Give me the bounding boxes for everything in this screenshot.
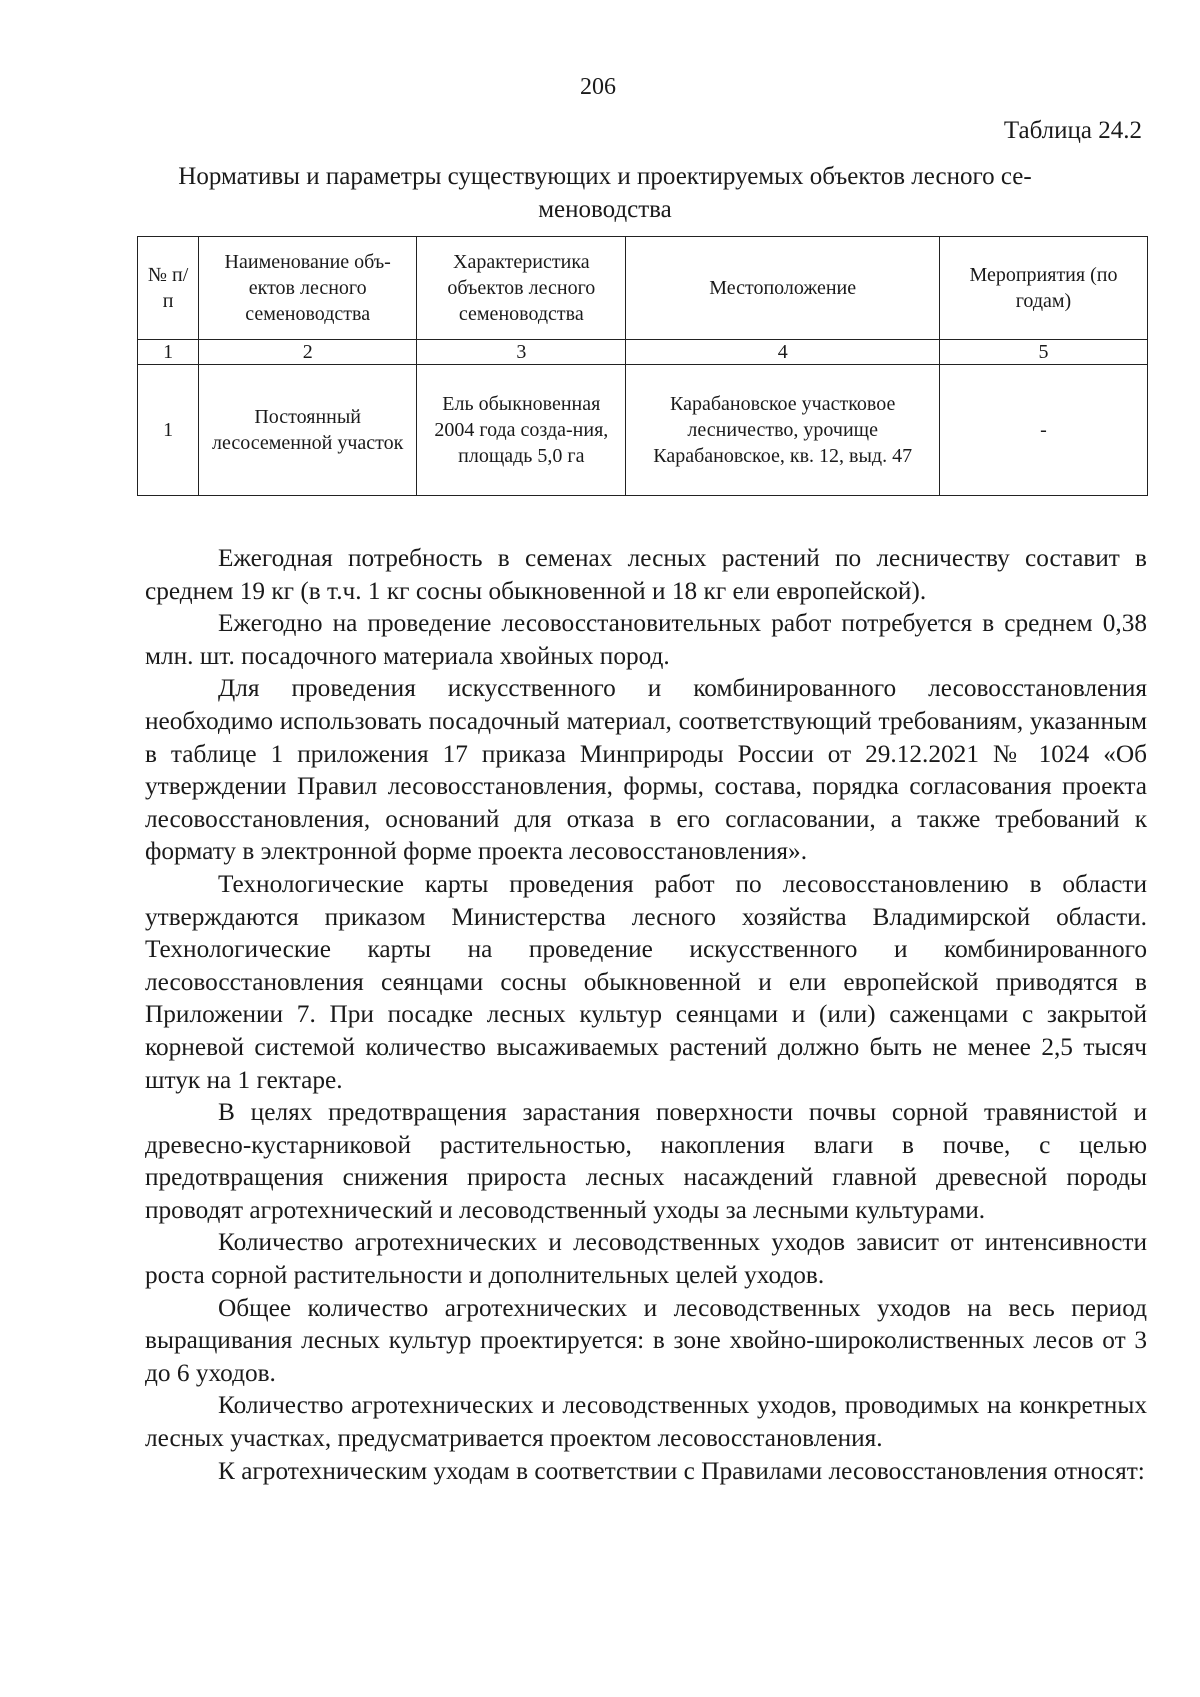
paragraph: Количество агротехнических и лесоводственных уходов зависит от интенсивности роста сорной растительности и дополнительных целей уходов. bbox=[145, 1228, 1147, 1290]
column-number: 5 bbox=[939, 340, 1147, 365]
paragraph: Ежегодная потребность в семенах лесных растений по лесничеству составит в среднем 19 кг (в т.ч. 1 кг сосны обыкновенной и 18 кг ели европейской). bbox=[145, 544, 1147, 605]
seed-objects-table bbox=[137, 236, 1148, 496]
header-cell-characteristic: Характеристика объектов лесного семеноводства bbox=[417, 237, 626, 340]
body-text bbox=[145, 542, 1147, 1487]
paragraph: Количество агротехнических и лесоводственных уходов, проводимых на конкретных лесных участках, предусматривается проектом лесовосстановления. bbox=[145, 1391, 1147, 1453]
column-number: 1 bbox=[138, 340, 199, 365]
paragraph: Общее количество агротехнических и лесоводственных уходов на весь период выращивания лесных культур проектируется: в зоне хвойно-широколиственных лесов от 3 до 6 уходов. bbox=[145, 1293, 1147, 1387]
header-cell-activities: Мероприятия (по годам) bbox=[939, 237, 1147, 340]
column-number: 4 bbox=[626, 340, 939, 365]
table-label: Таблица 24.2 bbox=[1003, 117, 1142, 144]
cell-characteristic: Ель обыкновенная 2004 года созда-ния, площадь 5,0 га bbox=[417, 365, 626, 496]
paragraph: К агротехническим уходам в соответствии с Правилами лесовосстановления относят: bbox=[218, 1456, 1145, 1485]
column-number: 2 bbox=[199, 340, 417, 365]
column-number: 3 bbox=[417, 340, 626, 365]
table-title: Нормативы и параметры существующих и проектируемых объектов лесного се-меноводства bbox=[178, 163, 1032, 223]
header-cell-number: № п/п bbox=[138, 237, 199, 340]
paragraph: В целях предотвращения зарастания поверхности почвы сорной травянистой и древесно-кустарниковой растительностью, накопления влаги в почве, с целью предотвращения снижения прироста лесных насаждений главной древесной породы проводят агротехнический и лесоводственный уходы за лесными культурами. bbox=[145, 1098, 1147, 1224]
cell-activities: - bbox=[939, 365, 1147, 496]
page-number: 206 bbox=[580, 74, 616, 100]
paragraph: Технологические карты проведения работ по лесовосстановлению в области утверждаются приказом Министерства лесного хозяйства Владимирской области. Технологические карты на проведение искусственного и комбинированного лесовосстановления сеянцами сосны обыкновенной и ели европейской приводятся в Приложении 7. При посадке лесных культур сеянцами и (или) саженцами с закрытой корневой системой количество высаживаемых растений должно быть не менее 2,5 тысяч штук на 1 гектаре. bbox=[145, 869, 1147, 1094]
table-row bbox=[138, 365, 1148, 496]
table-column-numbers-row bbox=[138, 340, 1148, 365]
header-cell-location: Местоположение bbox=[626, 237, 939, 340]
paragraph: Ежегодно на проведение лесовосстановительных работ потребуется в среднем 0,38 млн. шт. посадочного материала хвойных пород. bbox=[145, 609, 1147, 670]
header-cell-name: Наименование объ-ектов лесного семеноводства bbox=[199, 237, 417, 340]
cell-name: Постоянный лесосеменной участок bbox=[199, 365, 417, 496]
cell-location: Карабановское участковое лесничество, урочище Карабановское, кв. 12, выд. 47 bbox=[626, 365, 939, 496]
table-header-row bbox=[138, 237, 1148, 340]
paragraph: Для проведения искусственного и комбинированного лесовосстановления необходимо использовать посадочный материал, соответствующий требованиям, указанным в таблице 1 приложения 17 приказа Минприроды России от 29.12.2021 № 1024 «Об утверждении Правил лесовосстановления, формы, состава, порядка согласования проекта лесовосстановления, оснований для отказа в его согласовании, а также требований к формату в электронной форме проекта лесовосстановления». bbox=[145, 674, 1147, 866]
cell-number: 1 bbox=[138, 365, 199, 496]
